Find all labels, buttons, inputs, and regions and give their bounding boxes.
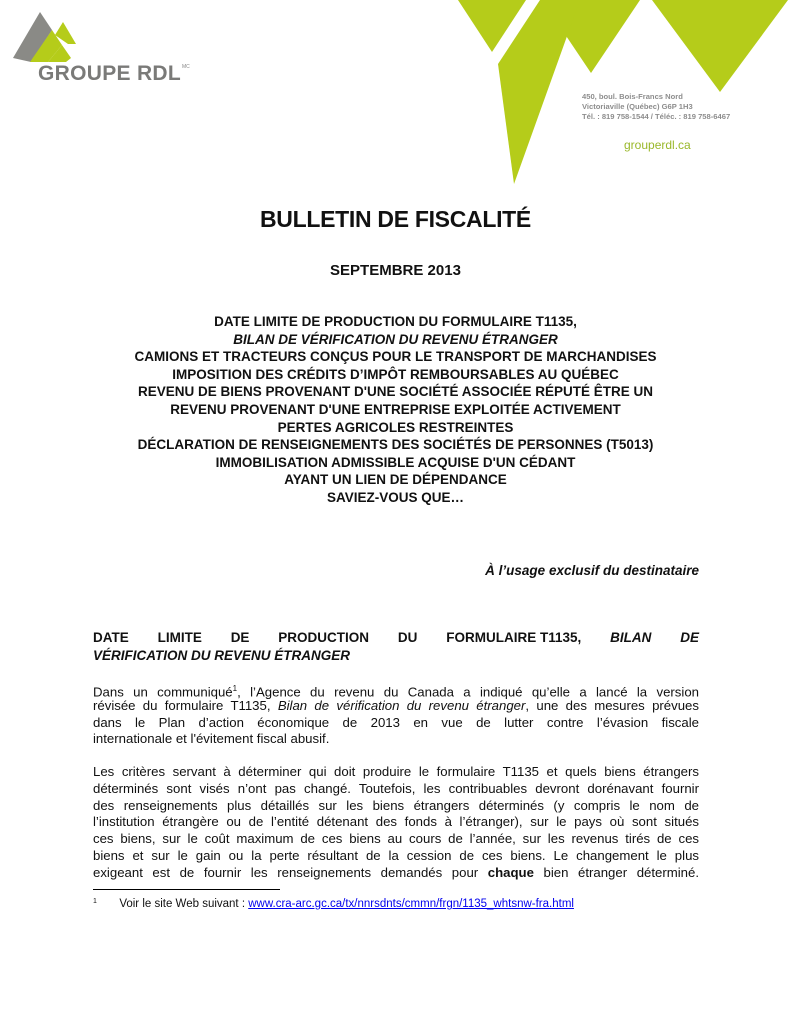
title-word: DE [230,630,250,645]
title-word: DATE [93,630,129,645]
logo-trademark: MC [182,64,190,70]
paragraph-2 [93,764,699,882]
footnote-text: Voir le site Web suivant : [119,898,249,910]
paragraph-1 [93,681,699,748]
toc-item: AYANT UN LIEN DE DÉPENDANCE [284,472,507,488]
footnote-ref[interactable]: 1 [232,684,238,693]
title-word: FORMULAIRE T1135, [446,630,582,645]
toc-item: REVENU PROVENANT D'UNE ENTREPRISE EXPLOITÉE ACTIVEMENT [170,401,621,417]
address-line-1: 450, boul. Bois-Francs Nord [582,92,683,101]
paragraph-line: biens et sur le gain ou la perte résultant de la cession de ces biens. Le changement le plus [93,847,699,863]
document-date: SEPTEMBRE 2013 [330,262,461,279]
paragraph-line: Les critères servant à déterminer qui doit produire le formulaire T1135 et quels biens étrangers [93,764,699,779]
toc-item: IMMOBILISATION ADMISSIBLE ACQUISE D'UN CÉDANT [215,454,576,470]
footnote-number: 1 [93,898,97,905]
paragraph-line: déterminés sont visés n’ont pas changé. Toutefois, les contribuables devront dorénavant fournir [93,780,699,796]
address-line-3: Tél. : 819 758-1544 / Téléc. : 819 758-6467 [582,112,731,121]
footnote [93,898,574,910]
logo-wordmark: GROUPE RDL [38,62,182,85]
toc-item: CAMIONS ET TRACTEURS CONÇUS POUR LE TRANSPORT DE MARCHANDISES [134,349,657,365]
toc-item: PERTES AGRICOLES RESTREINTES [277,419,514,435]
address-line-2: Victoriaville (Québec) G6P 1H3 [582,102,693,111]
table-of-contents [60,313,731,507]
paragraph-line: des renseignements plus détaillés sur les biens étrangers déterminés (y compris le nom de [93,797,699,813]
toc-item: SAVIEZ-VOUS QUE… [326,489,465,505]
paragraph-line: internationale et l'évitement fiscal abusif. [93,731,330,747]
document-title: BULLETIN DE FISCALITÉ [260,206,531,232]
title-word: BILAN [610,630,652,645]
title-word: PRODUCTION [278,630,370,645]
toc-item: DATE LIMITE DE PRODUCTION DU FORMULAIRE T1135, [214,314,577,329]
title-word: DE [680,630,699,645]
paragraph-line: dans le Plan d’action économique de 2013 en vue de lutter contre l’évasion fiscale [93,714,699,730]
section-title [93,629,699,665]
paragraph-line: ces biens, sur le coût maximum de ces biens au cours de l’année, sur les revenus tirés de ces [93,831,699,847]
paragraph-line: Dans un communiqué$^1$, l’Agence du revenu du Canada a indiqué qu’elle a lancé la version [93,684,699,700]
paragraph-line: l’institution étrangère ou de l’entité détenant des fonds à l’étranger), sur le pays où sont situés [93,814,699,830]
footnote-link[interactable]: www.cra-arc.gc.ca/tx/nnrsdnts/cmmn/frgn/1135_whtsnw-fra.html [248,898,574,910]
logo-icon [13,12,76,62]
usage-note: À l’usage exclusif du destinataire [485,563,699,578]
title-word: DU [397,630,418,645]
footnote-divider [93,889,280,890]
title-word: LIMITE [157,630,202,645]
website-link[interactable]: grouperdl.ca [624,138,691,152]
toc-item: BILAN DE VÉRIFICATION DU REVENU ÉTRANGER [233,331,558,347]
toc-item: DÉCLARATION DE RENSEIGNEMENTS DES SOCIÉTÉS DE PERSONNES (T5013) [137,437,654,453]
section-title-line-2: VÉRIFICATION DU REVENU ÉTRANGER [93,648,351,663]
section-title-line-1 [93,629,699,647]
paragraph-line: exigeant est de fournir les renseignements demandés pour chaque bien étranger déterminé. [93,864,699,880]
paragraph-line: révisée du formulaire T1135, Bilan de vérification du revenu étranger, une des mesures prévues [93,697,699,713]
toc-item: IMPOSITION DES CRÉDITS D’IMPÔT REMBOURSABLES AU QUÉBEC [172,366,619,382]
toc-item: REVENU DE BIENS PROVENANT D'UNE SOCIÉTÉ ASSOCIÉE RÉPUTÉ ÊTRE UN [137,384,654,400]
